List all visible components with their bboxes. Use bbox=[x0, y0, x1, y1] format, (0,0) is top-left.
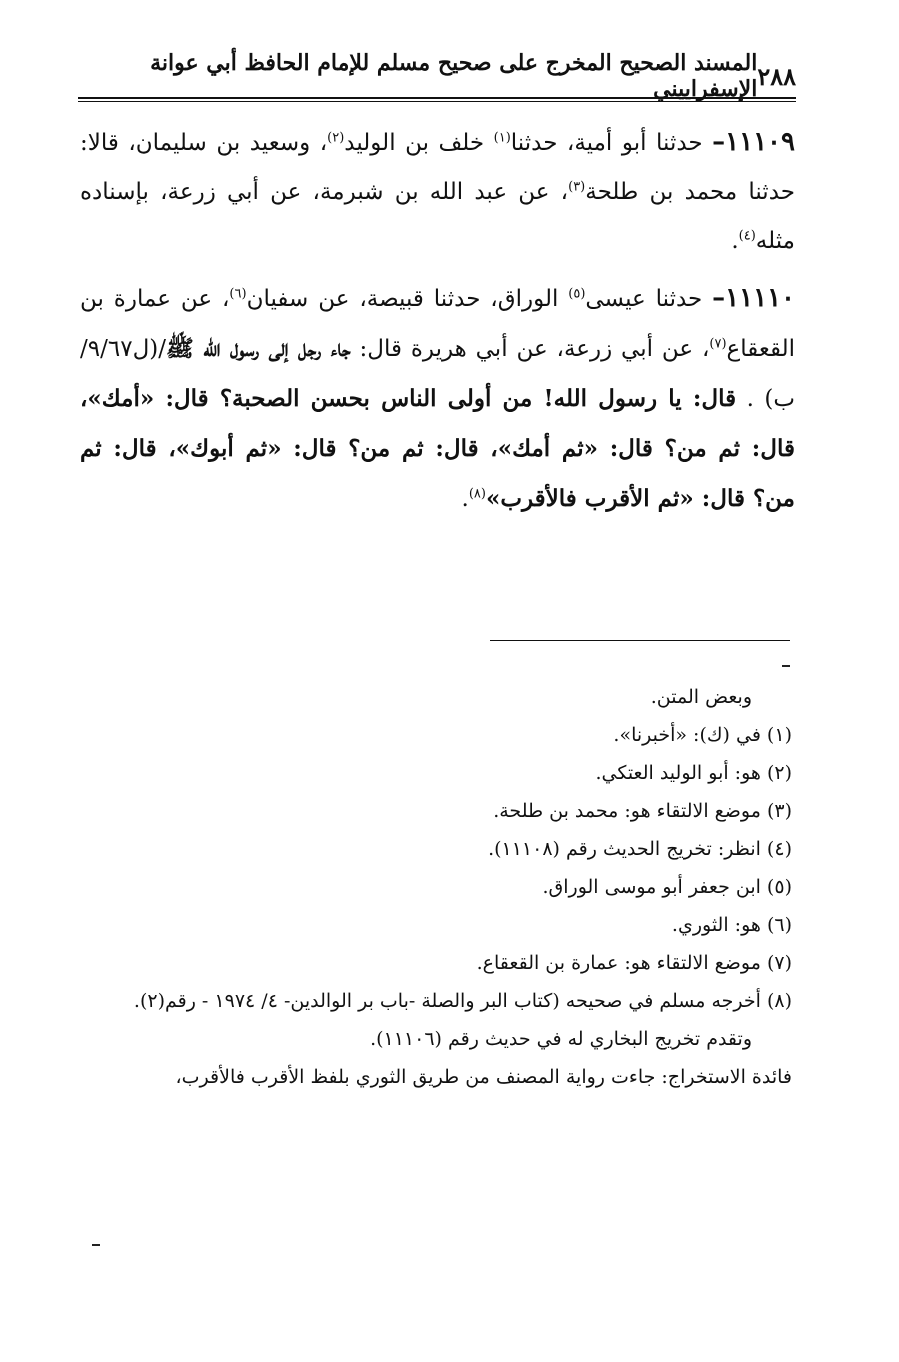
footnote-ref: (٣) bbox=[568, 179, 586, 195]
footnote-ref: (١) bbox=[493, 130, 511, 146]
footnote-2: (٢) هو: أبو الوليد العتكي. bbox=[595, 762, 792, 784]
hadith-text: ، عن عمارة بن القعقاع bbox=[80, 286, 796, 362]
footnote-6: (٦) هو: الثوري. bbox=[671, 914, 792, 936]
footnote-benefit: فائدة الاستخراج: جاءت رواية المصنف من طريق الثوري بلفظ الأقرب فالأقرب، bbox=[175, 1066, 792, 1088]
hadith-text: ، عن عبد الله بن شبرمة، عن أبي زرعة، بإسناده مثله bbox=[80, 179, 795, 254]
footnote-8-continued: وتقدم تخريج البخاري له في حديث رقم (١١١٠٦). bbox=[370, 1028, 752, 1050]
manuscript-ref: /(ل٩/٦٧/ب) bbox=[80, 336, 795, 412]
hadith-text: حدثنا عيسى bbox=[585, 286, 713, 312]
footnote-ref: (٢) bbox=[327, 130, 345, 146]
page-number: ٢٨٨ bbox=[757, 61, 796, 91]
hadith-text: ، وسعيد بن سليمان، قالا: حدثنا محمد بن طلحة bbox=[80, 130, 795, 205]
continuation-mark bbox=[92, 1244, 100, 1246]
hadith-text: ، عن أبي زرعة، عن أبي هريرة قال: bbox=[350, 336, 710, 362]
hadith-text: حدثنا أبو أمية، حدثنا bbox=[510, 130, 713, 156]
footnote-ref: (٦) bbox=[229, 286, 247, 302]
matn-text: جاء رجل إلى رسول الله ﷺ bbox=[166, 335, 351, 362]
footnote-ref: (٧) bbox=[709, 336, 727, 352]
page-header bbox=[78, 50, 796, 102]
footnote-separator bbox=[490, 640, 790, 641]
footnote-1: (١) في (ك): «أخبرنا». bbox=[613, 724, 792, 746]
main-text bbox=[80, 118, 795, 532]
hadith-text: الوراق، حدثنا قبيصة، عن سفيان bbox=[246, 286, 569, 312]
hadith-number: ١١١٠٩– bbox=[712, 127, 795, 157]
hadith-text: . bbox=[461, 486, 469, 512]
header-rule-thin bbox=[78, 101, 796, 102]
footnote-ref: (٥) bbox=[568, 286, 586, 302]
hadith-text: . bbox=[731, 228, 739, 254]
footnote-5: (٥) ابن جعفر أبو موسى الوراق. bbox=[542, 876, 792, 898]
footnotes bbox=[80, 680, 792, 1098]
footnote-ref: (٤) bbox=[738, 228, 756, 244]
hadith-11110 bbox=[80, 274, 795, 524]
footnote-ref: (٨) bbox=[468, 486, 486, 502]
footnote-4: (٤) انظر: تخريج الحديث رقم (١١١٠٨). bbox=[488, 838, 792, 860]
header-rule bbox=[78, 97, 796, 99]
hadith-11109 bbox=[80, 118, 795, 266]
footnote-3: (٣) موضع الالتقاء هو: محمد بن طلحة. bbox=[493, 800, 792, 822]
matn-text: قال: يا رسول الله! من أولى الناس بحسن الصحبة؟ قال: «أمك»، قال: ثم من؟ قال: «ثم أمك»، قال: ثم من؟ قال: «ثم أبوك»، قال: ثم من؟ قال: «ثم الأقرب فالأقرب» bbox=[80, 385, 795, 512]
hadith-number: ١١١١٠– bbox=[712, 283, 795, 313]
hadith-text: خلف بن الوليد bbox=[344, 130, 494, 156]
hadith-text: . bbox=[736, 386, 765, 412]
footnote-continued: وبعض المتن. bbox=[650, 686, 752, 708]
footnote-7: (٧) موضع الالتقاء هو: عمارة بن القعقاع. bbox=[476, 952, 792, 974]
running-title: المسند الصحيح المخرج على صحيح مسلم للإمام الحافظ أبي عوانة الإسفراييني bbox=[150, 50, 758, 102]
footnote-8: (٨) أخرجه مسلم في صحيحه (كتاب البر والصلة -باب بر الوالدين- ٤/ ١٩٧٤ - رقم(٢). bbox=[133, 990, 792, 1012]
continuation-mark bbox=[782, 665, 790, 667]
